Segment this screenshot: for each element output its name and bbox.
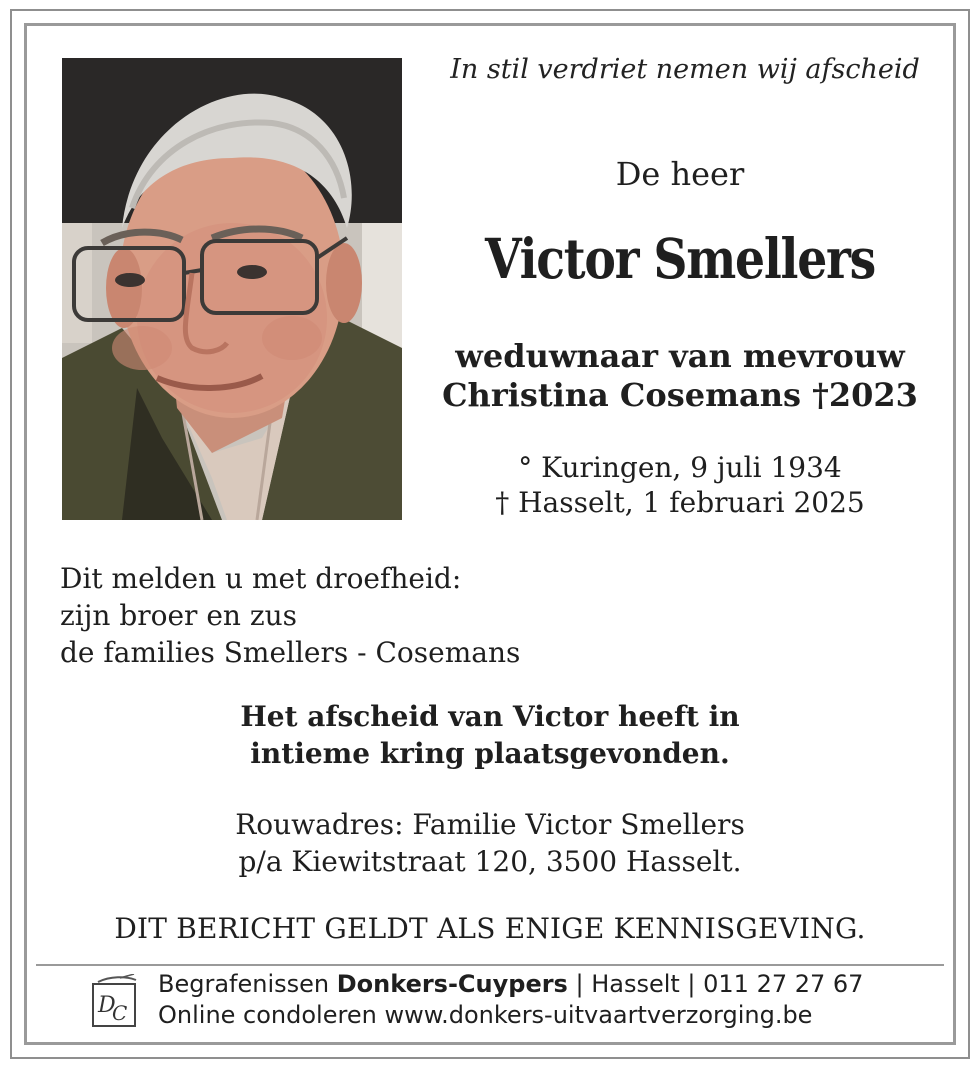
footer-divider bbox=[36, 964, 944, 966]
announcement bbox=[60, 560, 520, 671]
svg-text:C: C bbox=[112, 1001, 128, 1025]
notice-statement: DIT BERICHT GELDT ALS ENIGE KENNISGEVING. bbox=[114, 912, 866, 945]
footer-city: Hasselt bbox=[591, 970, 680, 998]
footer-prefix: Begrafenissen bbox=[158, 970, 337, 998]
footer-line-1 bbox=[158, 970, 863, 998]
spouse-line-1: weduwnaar van mevrouw bbox=[455, 337, 905, 375]
address-line-1: Rouwadres: Familie Victor Smellers bbox=[235, 808, 745, 841]
svg-text:D: D bbox=[98, 993, 116, 1018]
farewell-line-1: Het afscheid van Victor heeft in bbox=[240, 700, 740, 733]
salutation: De heer bbox=[615, 155, 745, 193]
intro-line: In stil verdriet nemen wij afscheid bbox=[450, 54, 920, 85]
death-info: † Hasselt, 1 februari 2025 bbox=[495, 486, 865, 519]
announcement-line: Dit melden u met droefheid: bbox=[60, 562, 462, 595]
deceased-name: Victor Smellers bbox=[485, 226, 875, 291]
online-label: Online condoleren bbox=[158, 1001, 385, 1029]
footer-separator: | bbox=[567, 970, 592, 998]
footer-separator: | bbox=[679, 970, 704, 998]
address-line-2: p/a Kiewitstraat 120, 3500 Hasselt. bbox=[238, 845, 742, 878]
portrait-photo bbox=[62, 58, 402, 520]
spouse-line-2: Christina Cosemans †2023 bbox=[442, 376, 918, 414]
company-name: Donkers-Cuypers bbox=[336, 970, 568, 998]
footer-line-2 bbox=[158, 1001, 812, 1029]
funeral-home-logo bbox=[90, 974, 140, 1030]
footer-phone: 011 27 27 67 bbox=[703, 970, 864, 998]
website-link[interactable]: www.donkers-uitvaartverzorging.be bbox=[384, 1001, 813, 1029]
announcement-line: de families Smellers - Cosemans bbox=[60, 636, 521, 669]
announcement-line: zijn broer en zus bbox=[60, 599, 298, 632]
birth-info: ° Kuringen, 9 juli 1934 bbox=[518, 451, 842, 484]
farewell-line-2: intieme kring plaatsgevonden. bbox=[250, 737, 730, 770]
